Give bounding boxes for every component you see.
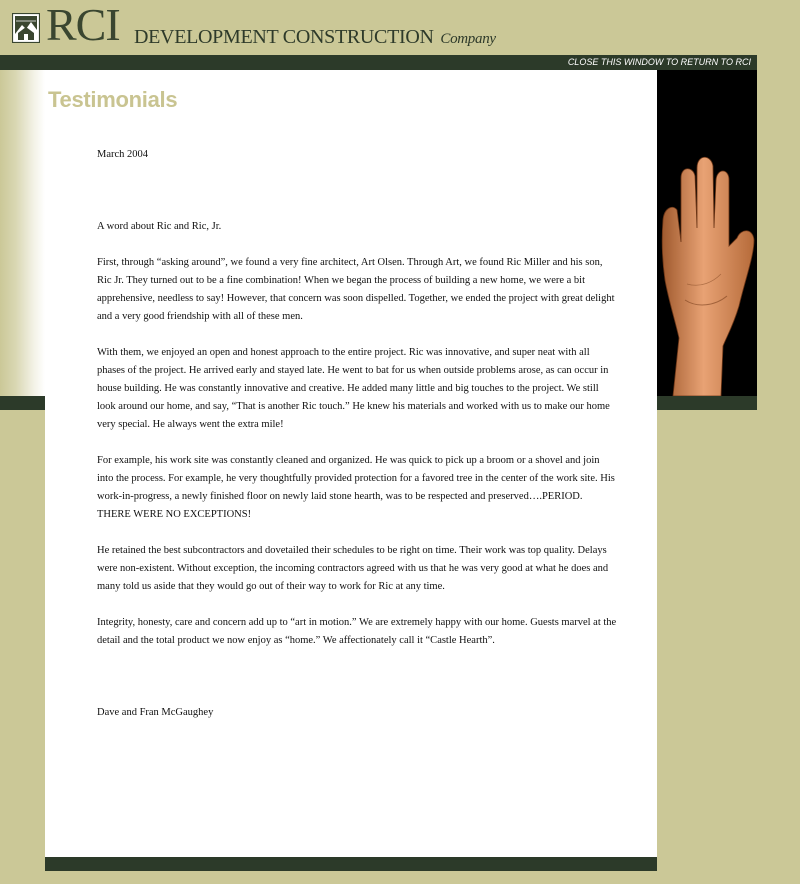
left-gradient-panel bbox=[0, 70, 45, 396]
logo-company-text: Company bbox=[440, 31, 496, 47]
letter-paragraph: Integrity, honesty, care and concern add up to “art in motion.” We are extremely happy with our home. Guests marvel at the detail and the total product we now enjoy as “home.” We affectionately call it “Castle Hearth”. bbox=[97, 617, 617, 646]
rci-house-logo-icon bbox=[12, 13, 40, 43]
close-window-link[interactable]: CLOSE THIS WINDOW TO RETURN TO RCI bbox=[567, 57, 751, 67]
letter-intro: A word about Ric and Ric, Jr. bbox=[97, 221, 222, 232]
letter-paragraph: With them, we enjoyed an open and honest approach to the entire project. Ric was innovative, and super neat with all phases of the project. He arrived early and stayed late. He went to bat for us when outside problems arose, as can occur in house building. He was constantly innovative and creative. He added many little and big touches to the project. We still look around our home, and say, “That is another Ric touch.” He knew his materials and worked with us to make our home very special. He always went the extra mile! bbox=[97, 347, 610, 430]
hand-image-panel bbox=[657, 70, 757, 396]
top-bar bbox=[0, 55, 757, 70]
letter-paragraph: He retained the best subcontractors and dovetailed their schedules to be right on time. Their work was top quality. Delays were non-existent. Without exception, the incoming contractors agreed with us that he was very good at what he does and many told us aside that they would go out of their way to work for Ric at any time. bbox=[97, 545, 609, 592]
page-title: Testimonials bbox=[48, 87, 178, 112]
raised-hand-image bbox=[657, 70, 757, 396]
logo-tagline-text: DEVELOPMENT CONSTRUCTION bbox=[134, 26, 434, 48]
logo-tagline bbox=[134, 26, 496, 49]
logo-rci-text: RCI bbox=[46, 0, 120, 50]
letter-date: March 2004 bbox=[97, 149, 149, 160]
letter-signature: Dave and Fran McGaughey bbox=[97, 707, 214, 718]
right-band bbox=[657, 396, 757, 410]
testimonial-letter bbox=[97, 146, 617, 722]
bottom-bar bbox=[45, 857, 657, 871]
letter-paragraph: For example, his work site was constantly cleaned and organized. He was quick to pick up a broom or a shovel and join into the process. For example, he very thoughtfully provided protection for a favored tree in the center of the work site. His work-in-progress, a newly finished floor on newly laid stone hearth, was to be respected and preserved….PERIOD. THERE WERE NO EXCEPTIONS! bbox=[97, 455, 615, 520]
letter-paragraph: First, through “asking around”, we found a very fine architect, Art Olsen. Through Art, we found Ric Miller and his son, Ric Jr. They turned out to be a fine combination! When we began the process of building a new home, we were a bit apprehensive, needless to say! However, that concern was soon dispelled. Together, we ended the project with great delight and a very good friendship with all of these men. bbox=[97, 257, 615, 322]
left-band bbox=[0, 396, 45, 410]
